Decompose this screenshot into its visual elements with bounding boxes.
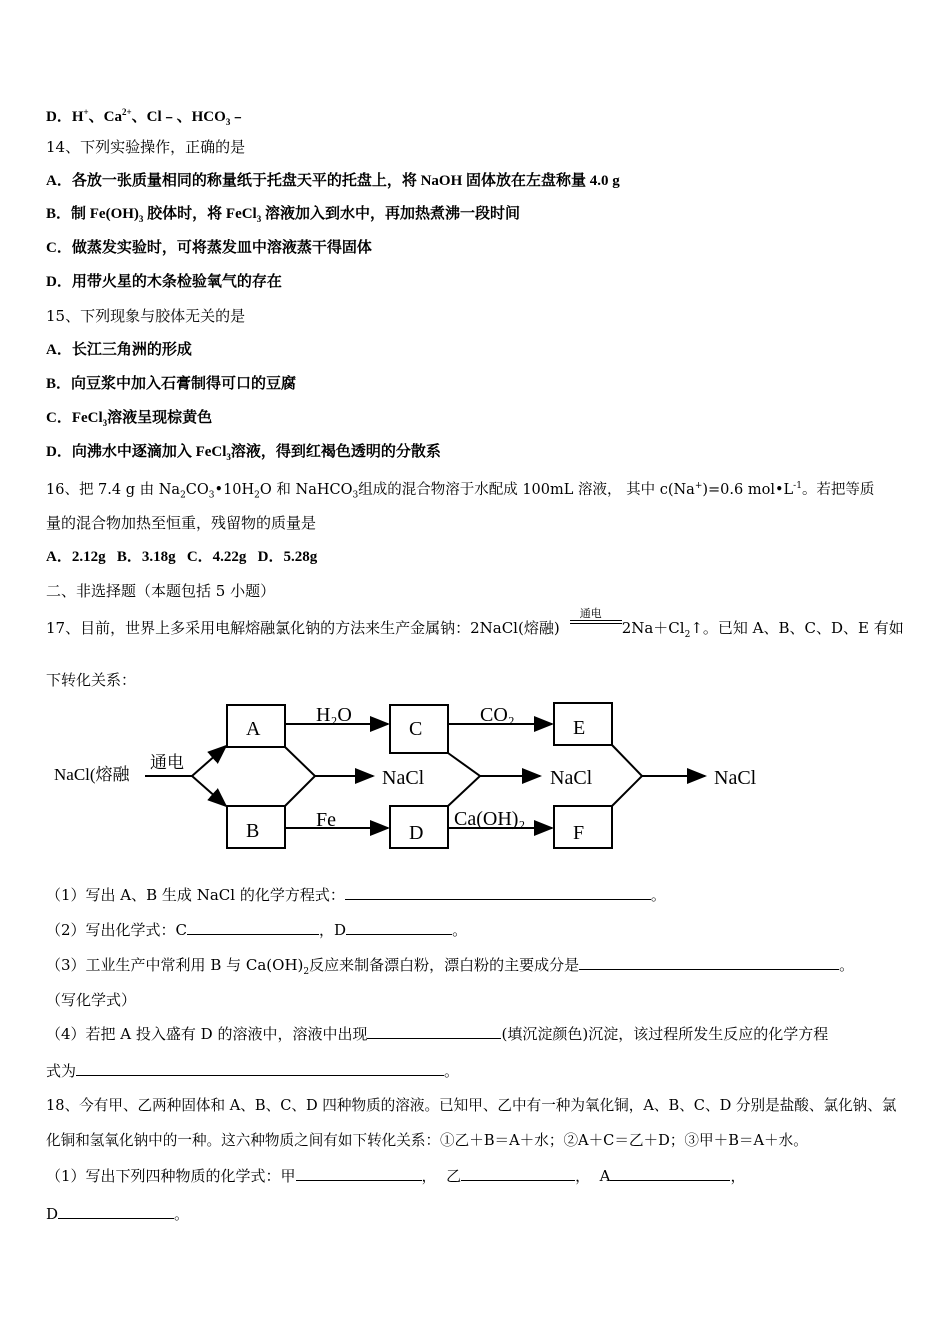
q17-stem-line2: 下转化关系： [46, 671, 137, 689]
product-nacl-1: NaCl [382, 767, 425, 789]
box-d: D [409, 822, 424, 844]
q15-stem: 15、下列现象与胶体无关的是 [46, 307, 246, 325]
q17-part1: （1）写出 A、B 生成 NaCl 的化学方程式： 。 [46, 886, 666, 904]
q17-part3: （3）工业生产中常利用 B 与 $Ca(OH)_2$反应来制备漂白粉，漂白粉的主要成分是 。 [46, 956, 855, 977]
q16-stem-line2: 量的混合物加热至恒重，残留物的质量是 [46, 514, 317, 532]
q17-part3-note: （写化学式） [46, 991, 137, 1009]
answer-blank-equation[interactable] [76, 1061, 444, 1076]
q14-option-c: C．做蒸发实验时，可将蒸发皿中溶液蒸干得固体 [46, 240, 372, 256]
answer-blank-jia[interactable] [296, 1166, 422, 1181]
q18-stem: 18、今有甲、乙两种固体和 A、B、C、D 四种物质的溶液。已知甲、乙中有一种为氧化铜，A、B、C、D 分别是盐酸、氯化钠、氯 [46, 1097, 897, 1114]
answer-blank-yi[interactable] [461, 1166, 575, 1181]
box-e: E [573, 717, 586, 739]
box-c: C [409, 718, 423, 740]
q17-part4-line2: 式为 。 [46, 1062, 460, 1080]
q15-option-c: C．FeCl$_3$溶液呈现棕黄色 [46, 410, 213, 428]
box-a: A [246, 718, 261, 740]
nacl-molten-label: NaCl(熔融 [54, 765, 130, 784]
product-nacl-2: NaCl [550, 767, 593, 789]
answer-blank-color[interactable] [367, 1024, 501, 1039]
answer-blank[interactable] [345, 885, 651, 900]
q16-stem: 16、把 7.4 g 由 $Na_2CO_3•10H_2O$ 和 NaHCO$_3$组成的混合物溶于水配成 100mL 溶液， 其中 c(Na+)=0.6 $mol•L^{-1}$。若把等质 [46, 481, 875, 501]
product-nacl-3: NaCl [714, 767, 757, 789]
q18-part1-line2: D 。 [46, 1205, 190, 1223]
reagent-h2o: H₂O [316, 704, 352, 726]
q13-option-d: D．H+、$Ca^{2+}$、Cl﹣、$HCO_3﹣$ [46, 107, 246, 127]
q15-option-a: A．长江三角洲的形成 [46, 342, 192, 358]
q15-option-d: D．向沸水中逐滴加入 FeCl$_3$溶液，得到红褐色透明的分散系 [46, 444, 441, 462]
q15-option-b: B．向豆浆中加入石膏制得可口的豆腐 [46, 376, 297, 392]
q14-option-b: B．制 $Fe(OH)_3$ 胶体时，将 FeCl$_3$ 溶液加入到水中，再加热煮沸一段时间 [46, 206, 520, 224]
answer-blank-d[interactable] [346, 920, 452, 935]
section-heading: 二、非选择题（本题包括 5 小题） [46, 582, 276, 600]
answer-blank-d[interactable] [58, 1204, 174, 1219]
q14-option-a: A．各放一张质量相同的称量纸于托盘天平的托盘上，将 NaOH 固体放在左盘称量 4.0 g [46, 173, 620, 189]
q14-stem: 14、下列实验操作，正确的是 [46, 138, 246, 156]
electrolysis-label: 通电 [150, 753, 184, 772]
conversion-diagram [50, 698, 770, 858]
q18-part1: （1）写出下列四种物质的化学式：甲 ， 乙 ， A ， [46, 1167, 746, 1185]
reagent-co2: CO₂ [480, 704, 515, 726]
q16-options: A．2.12g B．3.18g C．4.22g D．5.28g [46, 549, 318, 565]
reagent-caoh2: Ca(OH)₂ [454, 808, 526, 830]
q17-part2: （2）写出化学式：C ，D 。 [46, 921, 468, 939]
q14-option-d: D．用带火星的木条检验氧气的存在 [46, 274, 282, 290]
q17-part4: （4）若把 A 投入盛有 D 的溶液中，溶液中出现 (填沉淀颜色)沉淀，该过程所发生反应的化学方程 [46, 1025, 829, 1043]
answer-blank-c[interactable] [187, 920, 319, 935]
answer-blank[interactable] [579, 955, 839, 970]
q18-stem-line2: 化铜和氢氧化钠中的一种。这六种物质之间有如下转化关系：①乙＋B＝A＋水；②A＋C＝乙＋D；③甲＋B＝A＋水。 [46, 1132, 808, 1149]
reaction-condition: 通电 [570, 618, 622, 638]
reagent-fe: Fe [316, 809, 336, 831]
q17-stem: 17、目前，世界上多采用电解熔融氯化钠的方法来生产金属钠：2NaCl(熔融) 通电 $2Na+Cl_2↑$。已知 A、B、C、D、E 有如 [46, 607, 904, 640]
box-f: F [573, 822, 585, 844]
answer-blank-a[interactable] [610, 1166, 730, 1181]
box-b: B [246, 820, 260, 842]
